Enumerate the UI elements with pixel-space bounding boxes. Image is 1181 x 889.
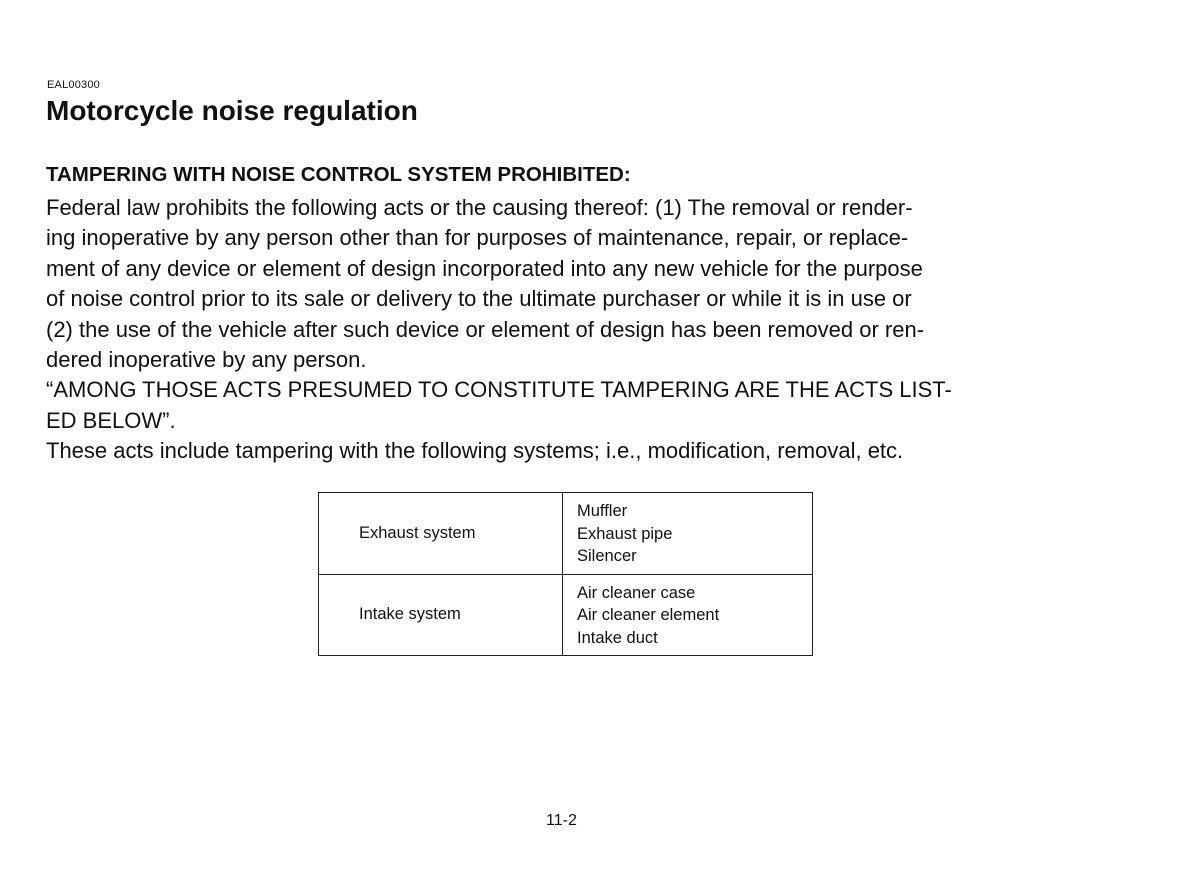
body-line: “AMONG THOSE ACTS PRESUMED TO CONSTITUTE TAMPERING ARE THE ACTS LIST- — [46, 377, 952, 403]
systems-table — [318, 492, 813, 656]
table-row — [319, 493, 813, 575]
part-item: Air cleaner case — [577, 583, 696, 602]
body-line: of noise control prior to its sale or delivery to the ultimate purchaser or while it is in use or — [46, 286, 912, 312]
body-line: dered inoperative by any person. — [46, 347, 367, 373]
section-heading: TAMPERING WITH NOISE CONTROL SYSTEM PROHIBITED: — [46, 163, 631, 186]
body-line: ED BELOW”. — [46, 407, 176, 433]
body-line: These acts include tampering with the following systems; i.e., modification, removal, etc. — [46, 438, 904, 464]
page-number: 11-2 — [546, 812, 577, 829]
part-item: Muffler — [577, 502, 628, 520]
body-line: (2) the use of the vehicle after such device or element of design has been removed or ren- — [46, 316, 925, 342]
system-parts-cell — [563, 493, 813, 575]
body-text — [46, 193, 1146, 467]
system-parts-cell — [563, 574, 813, 656]
system-name-cell: Intake system — [319, 574, 563, 656]
system-name-cell: Exhaust system — [319, 493, 563, 575]
part-item: Exhaust pipe — [577, 524, 673, 543]
section-code: EAL00300 — [47, 79, 100, 91]
table-row — [319, 574, 813, 656]
part-item: Air cleaner element — [577, 606, 720, 624]
body-line: ment of any device or element of design incorporated into any new vehicle for the purpose — [46, 255, 923, 281]
page-title: Motorcycle noise regulation — [46, 95, 418, 126]
body-line: ing inoperative by any person other than for purposes of maintenance, repair, or replace- — [46, 225, 909, 251]
part-item: Intake duct — [577, 628, 658, 647]
body-line: Federal law prohibits the following acts or the causing thereof: (1) The removal or render- — [46, 195, 913, 220]
part-item: Silencer — [577, 547, 637, 565]
